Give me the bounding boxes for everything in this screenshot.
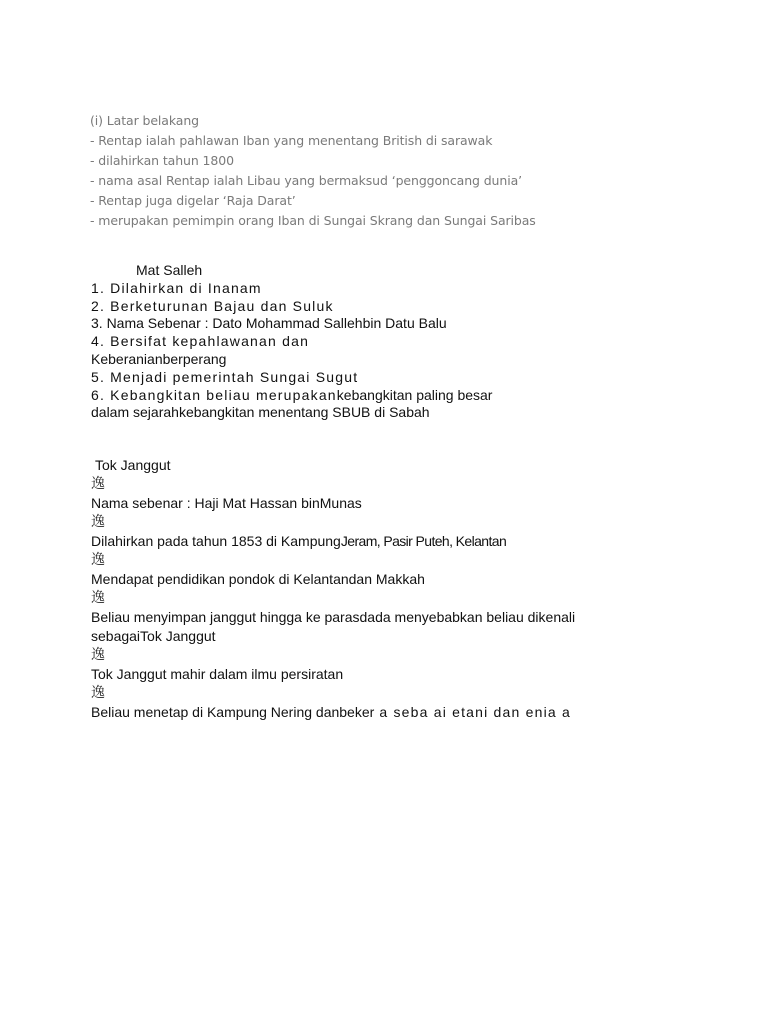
mat-salleh-item: 1. Dilahirkan di Inanam — [91, 279, 262, 296]
tok-janggut-item — [91, 703, 575, 722]
tok-janggut-item-part: Jeram, Pasir Puteh, Kelantan — [340, 533, 507, 549]
tok-janggut-item-part: Dilahirkan pada tahun 1853 di Kampung — [91, 533, 341, 549]
rentap-line: - Rentap juga digelar ‘Raja Darat’ — [90, 193, 296, 208]
bullet-glyph-icon: 逸 — [91, 647, 105, 663]
mat-salleh-item — [91, 387, 492, 405]
mat-salleh-item-part: 6. Kebangkitan beliau merupakan — [91, 386, 337, 403]
bullet-glyph-icon: 逸 — [91, 514, 105, 530]
tok-janggut-item — [91, 532, 575, 551]
rentap-heading: (i) Latar belakang — [90, 113, 199, 128]
tok-janggut-title: Tok Janggut — [95, 457, 171, 473]
tok-janggut-item: sebagaiTok Janggut — [91, 628, 216, 644]
rentap-line: - merupakan pemimpin orang Iban di Sungai Skrang dan Sungai Saribas — [90, 213, 536, 228]
mat-salleh-item-part: kebangkitan paling besar — [336, 386, 493, 403]
mat-salleh-item: 3. Nama Sebenar : Dato Mohammad Sallehbin Datu Balu — [91, 315, 447, 332]
section-tok-janggut — [91, 456, 575, 722]
mat-salleh-item: dalam sejarahkebangkitan menentang SBUB di Sabah — [91, 404, 430, 421]
tok-janggut-item-part: a seba ai etani dan enia a — [374, 704, 571, 720]
mat-salleh-item: 2. Berketurunan Bajau dan Suluk — [91, 297, 334, 314]
rentap-line: - Rentap ialah pahlawan Iban yang menentang British di sarawak — [90, 133, 493, 148]
mat-salleh-title: Mat Salleh — [136, 262, 203, 278]
bullet-glyph-icon: 逸 — [91, 685, 105, 701]
tok-janggut-item: Tok Janggut mahir dalam ilmu persiratan — [91, 666, 344, 682]
bullet-glyph-icon: 逸 — [91, 552, 105, 568]
mat-salleh-item: Keberanianberperang — [91, 350, 227, 367]
section-rentap — [90, 111, 536, 231]
tok-janggut-item: Beliau menyimpan janggut hingga ke parasdada menyebabkan beliau dikenali — [91, 609, 576, 625]
tok-janggut-item: Mendapat pendidikan pondok di Kelantandan Makkah — [91, 571, 425, 587]
section-mat-salleh — [91, 262, 492, 422]
tok-janggut-item: Nama sebenar : Haji Mat Hassan binMunas — [91, 495, 362, 511]
bullet-glyph-icon: 逸 — [91, 590, 105, 606]
mat-salleh-item: 4. Bersifat kepahlawanan dan — [91, 333, 310, 350]
rentap-line: - dilahirkan tahun 1800 — [90, 153, 234, 168]
rentap-line: - nama asal Rentap ialah Libau yang bermaksud ‘penggoncang dunia’ — [90, 173, 523, 188]
mat-salleh-item: 5. Menjadi pemerintah Sungai Sugut — [91, 368, 359, 385]
tok-janggut-item-part: Beliau menetap di Kampung Nering danbeker — [91, 704, 375, 720]
bullet-glyph-icon: 逸 — [91, 476, 105, 492]
